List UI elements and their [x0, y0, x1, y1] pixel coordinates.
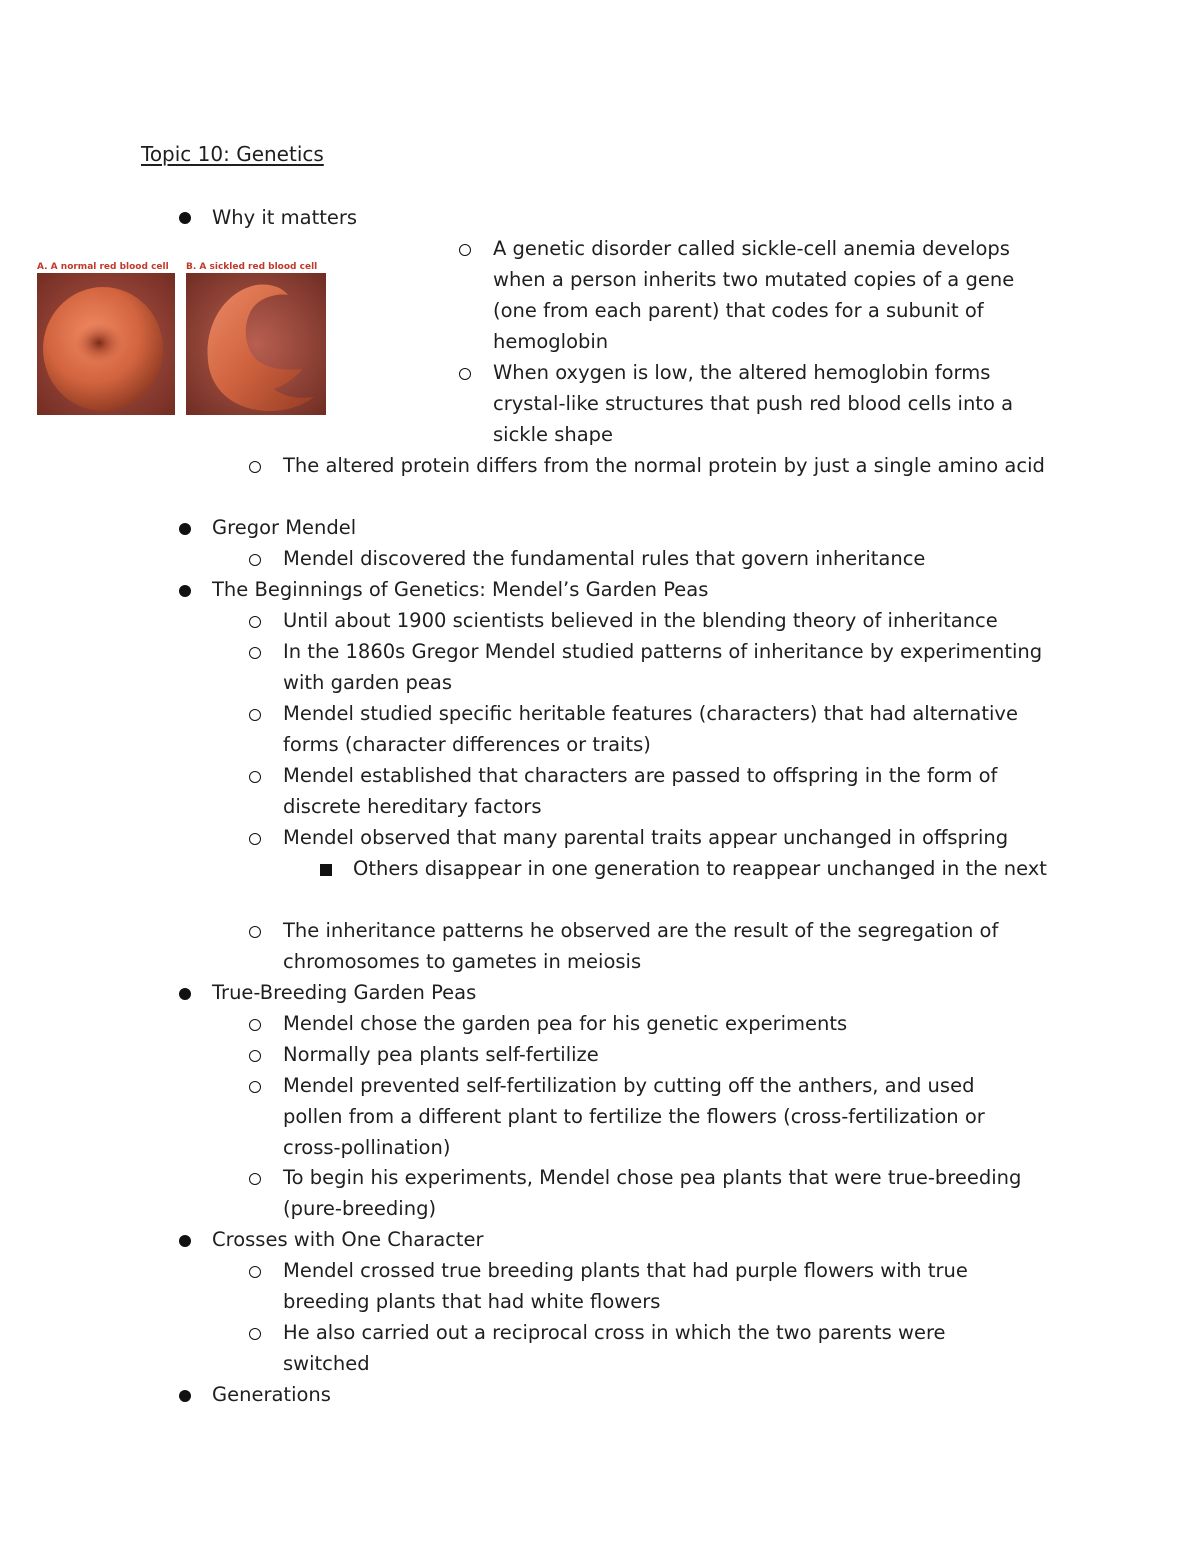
circle-bullet-icon [249, 461, 261, 473]
bullet-icon [179, 212, 191, 224]
list-item-why-it-matters: Why it matters [212, 206, 358, 229]
list-item-prevented-self-fertilization: Mendel prevented self-fertilization by cutting off the anthers, and used pollen from a different plant to fertilize the flowers (cross-fertilization or cross-pollination) [283, 1074, 985, 1159]
bullet-icon [179, 988, 191, 1000]
circle-bullet-icon [249, 616, 261, 628]
figure-label-normal: A. A normal red blood cell [37, 262, 169, 272]
list-item-true-breeding-plants: To begin his experiments, Mendel chose pea plants that were true-breeding (pure-breeding) [283, 1166, 1022, 1220]
circle-bullet-icon [249, 926, 261, 938]
circle-bullet-icon [249, 1050, 261, 1062]
list-item-sickle-cell-anemia: A genetic disorder called sickle-cell anemia develops when a person inherits two mutated copies of a gene (one from each parent) that codes for a subunit of hemoglobin [493, 237, 1015, 353]
circle-bullet-icon [249, 1019, 261, 1031]
circle-bullet-icon [249, 1081, 261, 1093]
circle-bullet-icon [249, 554, 261, 566]
bullet-icon [179, 585, 191, 597]
circle-bullet-icon [459, 244, 471, 256]
list-item-purple-white: Mendel crossed true breeding plants that had purple flowers with true breeding plants that had white flowers [283, 1259, 968, 1313]
list-item-reciprocal-cross: He also carried out a reciprocal cross in which the two parents were switched [283, 1321, 946, 1375]
circle-bullet-icon [249, 1328, 261, 1340]
list-item-crosses: Crosses with One Character [212, 1228, 484, 1251]
circle-bullet-icon [249, 709, 261, 721]
list-item-self-fertilize: Normally pea plants self-fertilize [283, 1043, 599, 1066]
circle-bullet-icon [459, 368, 471, 380]
bullet-icon [179, 1390, 191, 1402]
square-bullet-icon [320, 864, 332, 876]
list-item-chose-garden-pea: Mendel chose the garden pea for his genetic experiments [283, 1012, 848, 1035]
circle-bullet-icon [249, 771, 261, 783]
normal-red-blood-cell-image [37, 273, 175, 415]
list-item-blending-theory: Until about 1900 scientists believed in the blending theory of inheritance [283, 609, 998, 632]
list-item-altered-protein: The altered protein differs from the normal protein by just a single amino acid [283, 454, 1045, 477]
list-item-mendel-discovered: Mendel discovered the fundamental rules that govern inheritance [283, 547, 926, 570]
list-item-beginnings: The Beginnings of Genetics: Mendel’s Garden Peas [212, 578, 709, 601]
list-item-parental-traits: Mendel observed that many parental traits appear unchanged in offspring [283, 826, 1009, 849]
page-title: Topic 10: Genetics [141, 142, 324, 166]
circle-bullet-icon [249, 1173, 261, 1185]
list-item-others-disappear: Others disappear in one generation to reappear unchanged in the next [353, 857, 1047, 880]
list-item-heritable-features: Mendel studied specific heritable features (characters) that had alternative forms (character differences or traits) [283, 702, 1018, 756]
bullet-icon [179, 1235, 191, 1247]
list-item-generations: Generations [212, 1383, 331, 1406]
circle-bullet-icon [249, 1266, 261, 1278]
list-item-oxygen-low: When oxygen is low, the altered hemoglobin forms crystal-like structures that push red blood cells into a sickle shape [493, 361, 1014, 446]
list-item-segregation: The inheritance patterns he observed are the result of the segregation of chromosomes to gametes in meiosis [283, 919, 999, 973]
circle-bullet-icon [249, 833, 261, 845]
list-item-hereditary-factors: Mendel established that characters are passed to offspring in the form of discrete hereditary factors [283, 764, 998, 818]
list-item-1860s: In the 1860s Gregor Mendel studied patterns of inheritance by experimenting with garden peas [283, 640, 1043, 694]
list-item-true-breeding: True-Breeding Garden Peas [212, 981, 477, 1004]
figure-label-sickled: B. A sickled red blood cell [186, 262, 318, 272]
list-item-gregor-mendel: Gregor Mendel [212, 516, 357, 539]
sickled-red-blood-cell-image [186, 273, 326, 415]
circle-bullet-icon [249, 647, 261, 659]
bullet-icon [179, 523, 191, 535]
